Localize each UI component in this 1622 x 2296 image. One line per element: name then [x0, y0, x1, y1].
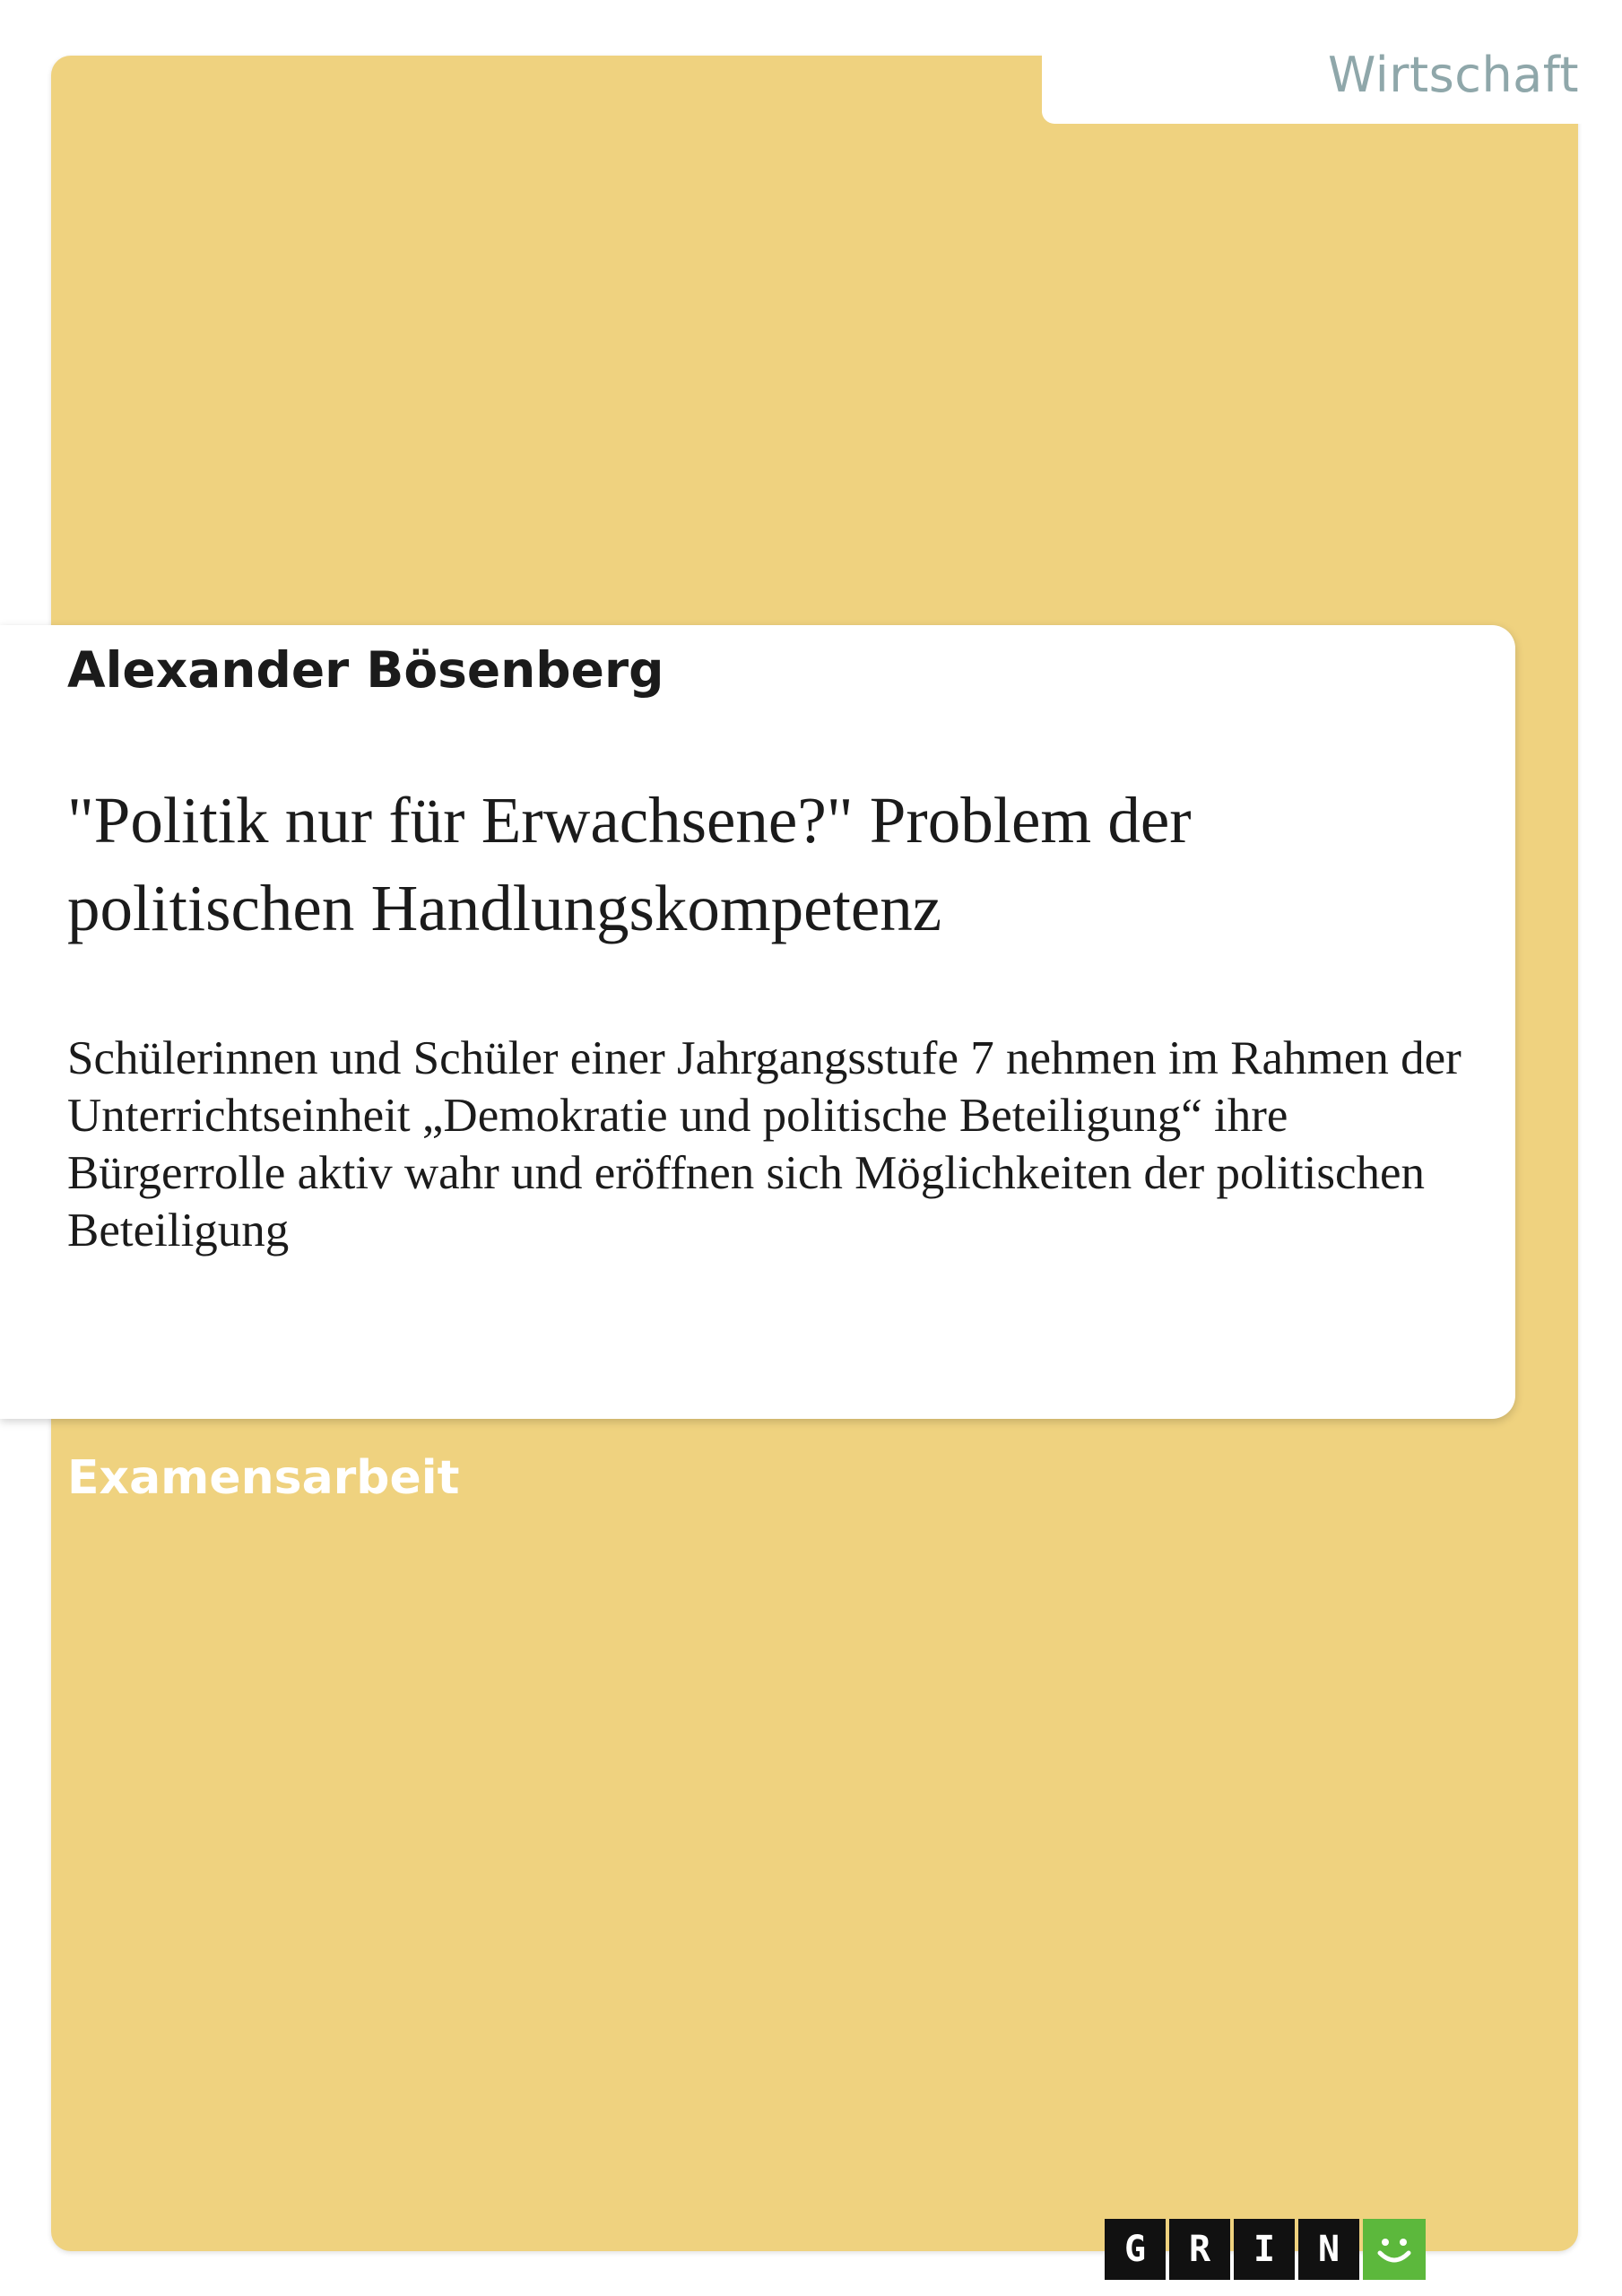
- document-subtitle: Schülerinnen und Schüler einer Jahrgangsstufe 7 nehmen im Rahmen der Unterrichtseinheit „Demokratie und politische Beteiligung“ ihre Bürgerrolle aktiv wahr und eröffnen sich Möglichkeiten der politischen Beteiligung: [67, 1032, 1462, 1257]
- smiley-icon-graphic: [1371, 2226, 1418, 2273]
- category-label: Wirtschaft: [1328, 47, 1579, 103]
- smiley-icon: [1363, 2219, 1426, 2280]
- document-type: Examensarbeit: [67, 1451, 460, 1505]
- author-name: Alexander Bösenberg: [67, 641, 664, 699]
- logo-letter-r: R: [1169, 2219, 1230, 2280]
- grin-logo: [1105, 2219, 1426, 2280]
- document-title: "Politik nur für Erwachsene?" Problem der politischen Handlungskompetenz: [67, 784, 1192, 944]
- logo-letter-n: N: [1298, 2219, 1359, 2280]
- logo-letter-g: G: [1105, 2219, 1166, 2280]
- logo-letter-i: I: [1234, 2219, 1295, 2280]
- title-panel: [0, 625, 1515, 1419]
